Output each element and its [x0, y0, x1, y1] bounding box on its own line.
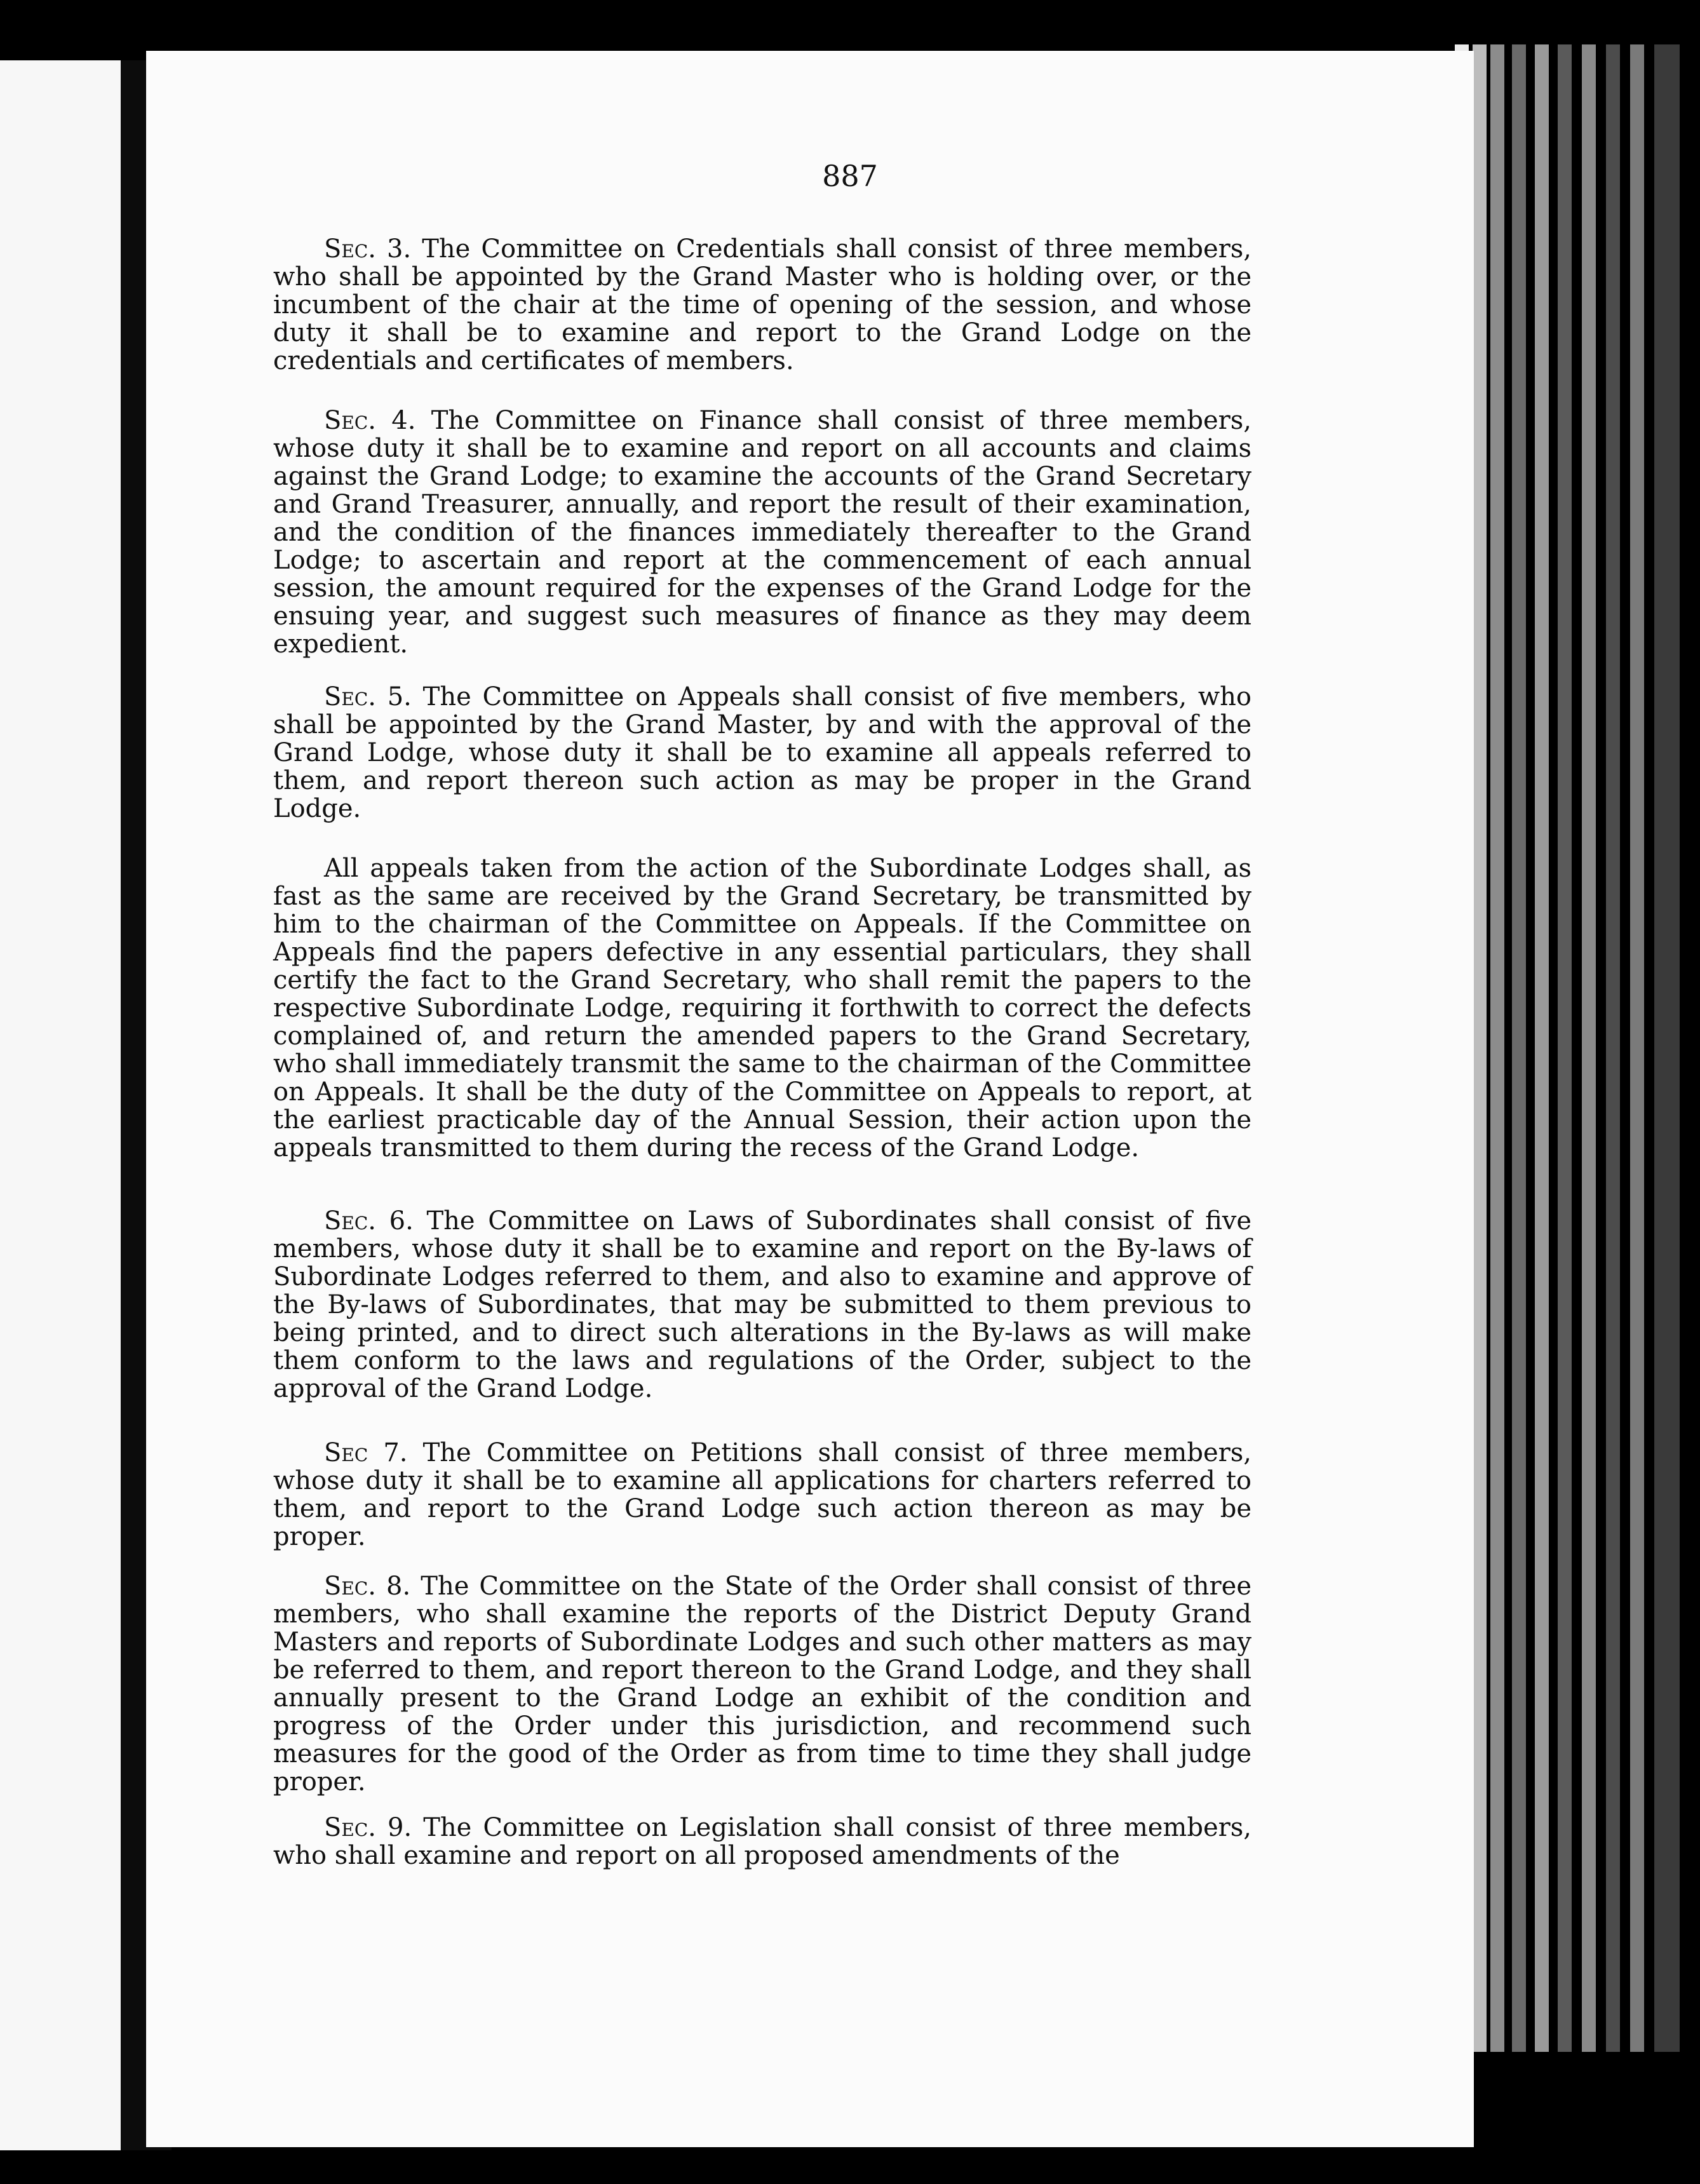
section-text: The Committee on Legislation shall consist of three members, who shall examine and report on all proposed amendments of the [273, 1813, 1252, 1870]
appeals-paragraph [273, 854, 1251, 1162]
section-text: The Committee on Finance shall consist of three members, whose duty it shall be to examine and report on all accounts and claims against the Grand Lodge; to examine the accounts of the Grand Secretary and Grand Treasurer, annually, and report the result of their examination, and the condition of the finances immediately thereafter to the Grand Lodge; to ascertain and report at the commencement of each annual session, the amount required for the expenses of the Grand Lodge for the ensuing year, and suggest such measures of finance as they may deem expedient. [273, 406, 1252, 659]
page-edge [1490, 44, 1504, 2052]
page-edge [1582, 44, 1596, 2052]
facing-page-edge [0, 60, 121, 2150]
section-text: The Committee on Credentials shall consist of three members, who shall be appointed by the Grand Master who is holding over, or the incumbent of the chair at the time of opening of the session, and whose duty it shall be to examine and report to the Grand Lodge on the credentials and certificates of members. [273, 234, 1252, 375]
section-label: Sec. 3. [324, 234, 412, 264]
page-edge [1630, 44, 1644, 2052]
section-label: Sec. 9. [324, 1813, 412, 1842]
page-edge [1512, 44, 1526, 2052]
section-9-paragraph [273, 1814, 1251, 1870]
section-3-paragraph [273, 235, 1251, 375]
section-label: Sec. 4. [324, 406, 416, 435]
page-edge [1654, 44, 1680, 2052]
section-6-paragraph [273, 1207, 1251, 1403]
page-number: 887 [822, 159, 878, 193]
section-text: The Committee on Petitions shall consist of three members, whose duty it shall be to examine all applications for charters referred to them, and report to the Grand Lodge such action thereon as may be proper. [273, 1438, 1251, 1551]
section-label: Sec 7. [324, 1438, 408, 1467]
section-label: Sec. 6. [324, 1206, 414, 1236]
section-text: The Committee on Laws of Subordinates shall consist of five members, whose duty it shall be to examine and report on the By-laws of Subordinate Lodges referred to them, and also to examine and approve of the By-laws of Subordinates, that may be submitted to them previous to being printed, and to direct such alterations in the By-laws as will make them conform to the laws and regulations of the Order, subject to the approval of the Grand Lodge. [273, 1206, 1252, 1403]
section-5-paragraph [273, 683, 1251, 823]
section-label: Sec. 5. [324, 682, 412, 711]
section-text: The Committee on Appeals shall consist of five members, who shall be appointed by the Grand Master, by and with the approval of the Grand Lodge, whose duty it shall be to examine all appeals referred to them, and report thereon such action as may be proper in the Grand Lodge. [273, 682, 1252, 823]
section-label: Sec. 8. [324, 1572, 411, 1601]
section-4-paragraph [273, 407, 1251, 658]
page-edge [1535, 44, 1549, 2052]
section-text: The Committee on the State of the Order shall consist of three members, who shall examine the reports of the District Deputy Grand Masters and reports of Subordinate Lodges and such other matters as may be referred to them, and report thereon to the Grand Lodge, and they shall annually present to the Grand Lodge an exhibit of the condition and progress of the Order under this jurisdiction, and recommend such measures for the good of the Order as from time to time they shall judge proper. [273, 1572, 1252, 1796]
page-edge [1606, 44, 1620, 2052]
section-7-paragraph [273, 1439, 1251, 1551]
section-8-paragraph [273, 1572, 1251, 1796]
page-edge [1558, 44, 1572, 2052]
page-edge [1473, 44, 1487, 2052]
section-text: All appeals taken from the action of the Subordinate Lodges shall, as fast as the same are received by the Grand Secretary, be transmitted by him to the chairman of the Committee on Appeals. If the Committee on Appeals find the papers defective in any essential particulars, they shall certify the fact to the Grand Secretary, who shall remit the papers to the respective Subordinate Lodge, requiring it forthwith to correct the defects complained of, and return the amended papers to the Grand Secretary, who shall immediately transmit the same to the chairman of the Committee on Appeals. It shall be the duty of the Committee on Appeals to report, at the earliest practicable day of the Annual Session, their action upon the appeals transmitted to them during the recess of the Grand Lodge. [273, 854, 1251, 1163]
